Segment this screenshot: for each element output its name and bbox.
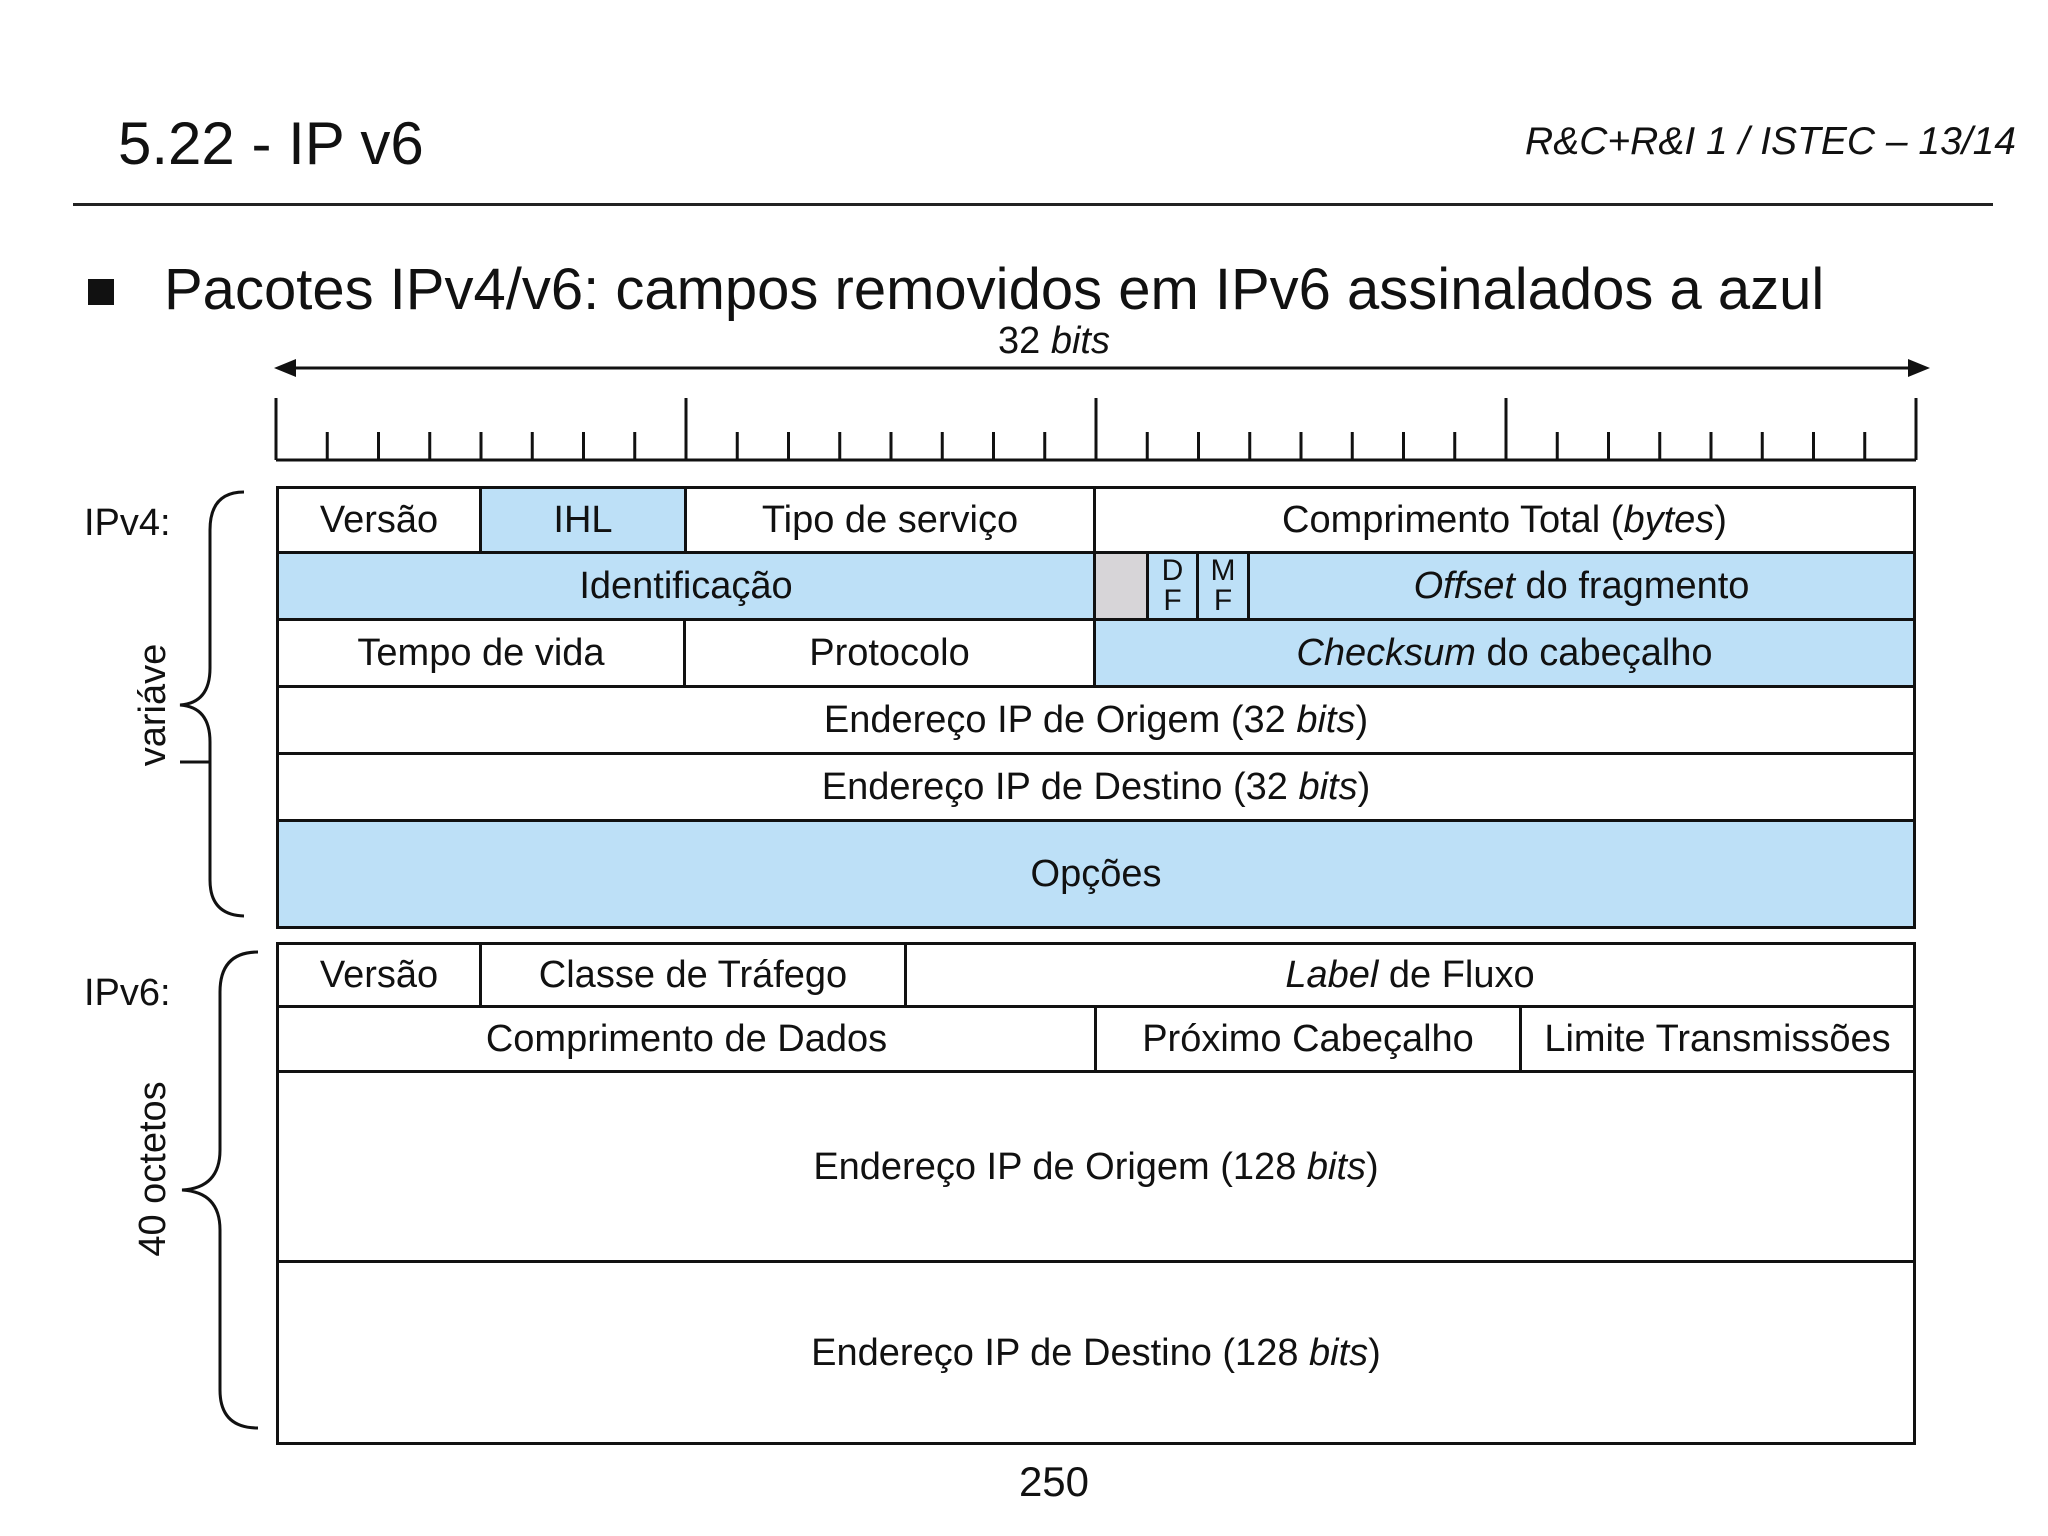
- ipv4-comprimento-total-field: [1093, 486, 1916, 554]
- bullet-text: Pacotes IPv4/v6: campos removidos em IPv6 assinalados a azul: [164, 257, 1825, 322]
- arrow-left-icon: [274, 359, 296, 377]
- ipv6-destino-text: Endereço IP de Destino (128: [811, 1331, 1310, 1374]
- offset-text: do fragmento: [1514, 565, 1750, 607]
- ipv6-classe-trafego-field: Classe de Tráfego: [479, 942, 907, 1008]
- ipv4-checksum-field: [1093, 618, 1916, 688]
- df-letter-1: D: [1161, 554, 1184, 587]
- course-label: R&C+R&I 1 / ISTEC – 13/14: [1525, 120, 2016, 163]
- ipv6-destino-field: [276, 1260, 1916, 1445]
- ipv4-origem-unit: bits: [1296, 699, 1356, 741]
- width-arrow: [274, 359, 1930, 377]
- ipv4-identificacao-field: Identificação: [276, 551, 1096, 621]
- ipv4-origem-text: Endereço IP de Origem (32: [823, 699, 1297, 741]
- ipv4-tipo-servico-field: Tipo de serviço: [684, 486, 1096, 554]
- ipv6-destino-unit: bits: [1309, 1331, 1369, 1374]
- page-number: 250: [1018, 1458, 1090, 1505]
- ipv6-versao-field: Versão: [276, 942, 482, 1008]
- bit-ruler: [276, 398, 1916, 460]
- df-letter-2: F: [1163, 584, 1182, 617]
- ipv4-reserved-bit: [1093, 551, 1149, 621]
- ipv4-df-flag: [1146, 551, 1199, 621]
- ipv6-comprimento-dados-field: Comprimento de Dados: [276, 1005, 1097, 1073]
- offset-italic: Offset: [1413, 565, 1515, 607]
- ipv6-proximo-cabecalho-field: Próximo Cabeçalho: [1094, 1005, 1522, 1073]
- ipv6-origem-close: ): [1366, 1145, 1379, 1188]
- ipv4-destino-unit: bits: [1298, 766, 1358, 808]
- ipv4-brace: [180, 492, 244, 916]
- ipv4-size-label: variáve: [132, 643, 174, 767]
- arrow-right-icon: [1908, 359, 1930, 377]
- mf-letter-2: F: [1213, 584, 1233, 617]
- ipv4-tempo-vida-field: Tempo de vida: [276, 618, 686, 688]
- comprimento-total-text: Comprimento Total (: [1282, 499, 1624, 541]
- bits-width-unit: bits: [1050, 320, 1110, 362]
- comprimento-total-unit: bytes: [1623, 499, 1715, 541]
- ipv6-limite-field: Limite Transmissões: [1519, 1005, 1916, 1073]
- checksum-italic: Checksum: [1296, 632, 1476, 674]
- mf-letter-1: M: [1210, 554, 1236, 587]
- ipv4-label: IPv4:: [84, 502, 171, 544]
- ipv4-offset-field: [1247, 551, 1916, 621]
- ipv4-opcoes-field: Opções: [276, 819, 1916, 929]
- ipv4-destino-text: Endereço IP de Destino (32: [821, 766, 1299, 808]
- ipv4-destino-field: [276, 752, 1916, 822]
- ipv4-versao-field: Versão: [276, 486, 482, 554]
- ipv4-origem-field: [276, 685, 1916, 755]
- checksum-text: do cabeçalho: [1475, 632, 1713, 674]
- ipv6-label: IPv6:: [84, 972, 171, 1014]
- ipv6-origem-field: [276, 1070, 1916, 1263]
- slide-title: 5.22 - IP v6: [118, 110, 424, 177]
- bits-width-number: 32: [998, 320, 1041, 362]
- ipv6-brace: [182, 952, 258, 1428]
- ipv4-origem-close: ): [1355, 699, 1369, 741]
- label-fluxo-text: de Fluxo: [1378, 954, 1535, 996]
- ipv4-protocolo-field: Protocolo: [683, 618, 1096, 688]
- comprimento-total-close: ): [1714, 499, 1727, 541]
- ipv4-mf-flag: [1196, 551, 1250, 621]
- ipv6-size-label: 40 octetos: [132, 1081, 174, 1257]
- ipv4-destino-close: ): [1357, 766, 1371, 808]
- ipv6-origem-unit: bits: [1306, 1145, 1367, 1188]
- ipv6-destino-close: ): [1368, 1331, 1381, 1374]
- ipv6-origem-text: Endereço IP de Origem (128: [813, 1145, 1307, 1188]
- label-fluxo-italic: Label: [1285, 954, 1379, 996]
- ipv4-ihl-field: IHL: [479, 486, 687, 554]
- ipv6-label-fluxo-field: [904, 942, 1916, 1008]
